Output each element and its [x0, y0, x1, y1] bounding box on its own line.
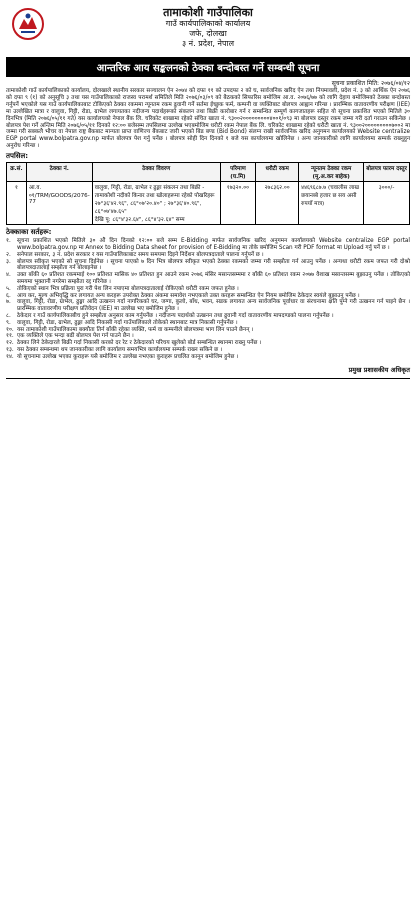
- publish-date: सूचना प्रकाशित मिति: २०७६/०४/१२: [331, 80, 410, 87]
- term-text: एक व्यक्तिले एक भन्दा बढी बोलपत्र पेश गर्न पाउने छैन ।: [17, 333, 134, 340]
- term-number: ७.: [6, 299, 11, 306]
- term-text: बोलपत्र स्वीकृत भएको सो सूचना दिईनेछ । सूचना पाएको ७ दिन भित्र बोलपत्र स्वीकृत भएको ठेक्का रकमको जम्मा गरी सम्झौता गर्न आउनु पर्नेछ । अन्यथा धरौटी रकम जफत गरी दोश्रो बोलपत्रदातालाई सम्झौता गर्न बोलाइनेछ ।: [17, 258, 410, 272]
- contract-table: [6, 162, 410, 225]
- term-number: ९.: [6, 319, 11, 326]
- term-text: यस ठेक्का सम्बन्धमा थप जानकारीका लागि कार्यालय समयभित्र कार्यालयमा सम्पर्क राख्न सकिने छ ।: [17, 346, 223, 353]
- cell-sn: १: [7, 182, 27, 225]
- intro-paragraph: तामाकोशी गाउँ कार्यपालिकाको कार्यालय, दोलखाले स्थानीय सरकार सञ्चालन ऐन २०७४ को दफा ११ को उपदफा २ को घ, सार्वजनिक खरिद ऐन तथा नियमावली, प्रदेश नं. ३ को आर्थिक ऐन २०७६ को दफा ९ (१) को अनुसूचि ३ तथा यस गाउँपालिकाको राजस्व परामर्श समितिले मिति २०७६/०३/०९ को बैठकको सिफारिस बमोजिम आ.व. २०७६/७७ को लागि देहाय बमोजिमको ठेक्का बन्दोबस्त गर्नुपर्ने भएकोले यस गाउँ कार्यपालिकाबाट टोकिएको ठेक्का रकममा न्यूनतम रकम ढुवानी गर्ने सर्तमा ईच्छुक फर्म, कम्पनी वा व्यक्तिबाट बोलपत्र आह्वान गरिन्छ । प्रारम्भिक वातावरणीय परीक्षण (IEE) मा उल्लेखित मात्रा र वालुवा, गिट्टी, रोडा, ग्राभेल लगायतका नदीजन्य पदार्थहरूको संकलन तथा बिक्री कारोबार गर्न र सम्बन्धित सम्पूर्ण कागजातहरू सहित यो सूचना प्रकाशित भएको मितिले ३० दिनभित्र (मिति २०७६/०५/११ गते) यस कार्यालयको नेपाल बैंक लि. चरिकोट शाखामा रहेको संचित खाता नं. ९३००२०००००००००४००१/०९३ मा बोलपत्र दस्तुर रकम जम्मा गरी दर्ता गराउन सकिनेछ । बोलपत्र पेश गर्ने अन्तिम मिति २०७६/०५/११ दिनको १२:०० बजेसम्म तपसिलमा उल्लेख भएबमोजिम धरौटी रकम नेपाल बैंक लि. चरिकोट शाखामा रहेको धरौटी खाता नं. ९३००२०००००००००७००२ मा जम्मा गरी सक्कलै भौचर वा नेपाल राष्ट्र बैंकबाट मान्यता प्राप्त वाणिज्य बैंकबाट जारी भएको बिड बण्ड (Bid Bond) संलग्न राखी सार्वजनिक खरिद अनुगमन कार्यालयको Website centralize EGP portal www.bolpatra.gov.np मार्फत बोलपत्र पेश गर्नु पर्नेछ । बोलपत्र सोही दिन दिनको १ बजे यस कार्यालयमा खोलिनेछ । अन्य जानकारीको लागि कार्यालयमा सम्पर्क राख्नुहुन अनुरोध गरिन्छ ।: [6, 88, 410, 150]
- term-item: [6, 340, 410, 347]
- term-number: ६.: [6, 292, 11, 299]
- term-number: १.: [6, 238, 11, 245]
- term-item: [6, 313, 410, 320]
- term-text: उक्त बाँकी ६० प्रतिशत रकममाई १०० प्रतिशत मासिक ४० प्रतिशत हुन आउने रकम २०७६ मंसिर मसान्तसम्ममा र बाँकी ६० प्रतिशत रकम २०७७ वैशाख मसान्तसम्म बुझाउनु पर्नेछ । तोकिएको समयमा भुक्तानी नगरेमा सम्झौता रद्द गरिनेछ ।: [17, 272, 410, 285]
- col-form-fee: बोलपत्र फारम दस्तुर: [364, 163, 410, 182]
- term-item: [6, 238, 410, 252]
- table-row: [7, 182, 410, 225]
- term-text: वालुवा, गिट्टी, रोडा, ग्राभेल, ढुङ्गा आदि उत्खनन गर्दा नागरिकको घर, जग्गा, कुलो, बाँध, भवन, सडक लगायत अन्य सार्वजनिक पूर्वाधार वा संरचनामा क्षति पुग्ने गरी उत्खनन गर्न पाइने छैन । प्रारम्भिक वातावरणीय परीक्षण प्रतिवेदन (IEE) मा उल्लेख भए बमोजिम हुनेछ ।: [17, 299, 410, 313]
- term-item: [6, 299, 410, 313]
- col-deposit: धरौटी रकम: [256, 163, 299, 182]
- term-number: ४.: [6, 272, 11, 279]
- cell-quantity: १७३२०.००: [220, 182, 255, 225]
- term-item: [6, 286, 410, 293]
- government-emblem-icon: [10, 7, 46, 41]
- description-text: वालुवा, गिट्टी, रोडा, ग्राभेल र ढुङ्गा संकलन तथा बिक्री - तामाकोशी नदीको किनार तथा खोलाहरूमा रहेको पोखरिहरू: [94, 185, 215, 200]
- term-item: [6, 320, 410, 327]
- table-header-row: [7, 163, 410, 182]
- term-number: ५.: [6, 285, 11, 292]
- org-name: तामाकोशी गाउँपालिका: [163, 6, 253, 19]
- col-contract-no: ठेक्का नं.: [26, 163, 92, 182]
- term-item: [6, 259, 410, 273]
- letterhead: [6, 6, 410, 54]
- table-caption: तपसिल:: [6, 152, 29, 161]
- terms-title: ठेक्काका सर्तहरू:: [6, 228, 52, 237]
- coordinates-text: २७°३६'४२.९६", ८६°०७'२०.४०" ; २७°३६'४०.९६", ८६°०७'४७.६५": [94, 201, 202, 216]
- term-text: आय कर, मूल्य अभिवृद्धि कर लगायत अन्य करहरू उपरोक्त ठेक्का अंकमा समावेश नभएकाले उक्त करहरू सम्बन्धित ऐन नियम बमोजिम ठेकेदार स्वयंले बुझाउनु पर्नेछ ।: [17, 292, 360, 299]
- col-description: ठेक्का विवरण: [92, 163, 220, 182]
- term-number: ३.: [6, 258, 11, 265]
- term-item: [6, 272, 410, 286]
- term-number: १३.: [6, 346, 14, 353]
- cell-deposit: २७८३६२.००: [256, 182, 299, 225]
- footer-divider: [6, 378, 410, 379]
- term-number: १०.: [6, 326, 14, 333]
- term-text: यस तामाकोशी गाउँपालिकामा बक्यौता तिर्न बाँकी रहेका व्यक्ति, फर्म वा कम्पनीले बोलपत्रमा भाग लिन पाउने छैनन् ।: [17, 326, 254, 333]
- term-text: वालुवा, गिट्टी, रोडा, ग्राभेल, ढुङ्गा आदि निकासी गर्दा गाउँपालिकाले तोकेको स्थानबाट मात्र निकासी गर्नुपर्नेछ ।: [17, 319, 238, 326]
- term-text: ठेकेदार र गाउँ कार्यपालिकाबीच हुने सम्झौता अनुसार काम गर्नुपर्नेछ । नदीजन्य पदार्थको उत्खनन तथा ढुवानी गर्दा वातावरणीय मापदण्डको पालना गर्नुपर्नेछ ।: [17, 312, 334, 319]
- province: ३ नं. प्रदेश, नेपाल: [181, 39, 235, 48]
- term-text: यो सूचनामा उल्लेख भएका कुराहरू यसै बमोजिम र उल्लेख नभएका कुराहरू प्रचलित कानून बमोजिम हुनेछ ।: [17, 353, 239, 360]
- office-place: जफे, दोलखा: [189, 29, 227, 38]
- terms-list: [6, 238, 410, 360]
- cell-form-fee: ३०००/-: [364, 182, 410, 225]
- term-number: १४.: [6, 353, 14, 360]
- term-item: [6, 347, 410, 354]
- term-item: [6, 354, 410, 361]
- cell-contract-no: आ.व. ०१/TRM/GOODS/2076-77: [26, 182, 92, 225]
- term-number: ८.: [6, 312, 11, 319]
- cell-description: [92, 182, 220, 225]
- term-number: ११.: [6, 333, 14, 340]
- term-text: तोकिएको स्थान भित्र प्रक्रिया पुरा गरी पेश लिन नपाएमा बोलपत्रदातालाई रोकिएको धरौटी रकम जफत हुनेछ ।: [17, 285, 239, 292]
- col-sn: क्र.सं.: [7, 163, 27, 182]
- signoff: प्रमुख प्रशासकीय अधिकृत: [348, 365, 410, 374]
- term-text: ठेक्का लिने ठेकेदारले बिक्री गर्दा निकासी करको दर रेट र ठेकेदारको परिचय खुलेको बोर्ड सम्बन्धित स्थानमा राख्नु पर्नेछ ।: [17, 340, 262, 347]
- col-quantity: परिमाण (घ.मि): [220, 163, 255, 182]
- cell-min-amount: ४४६९६८७.७ (चवालीस लाख छयानब्बे हजार छ सय असी रुपयाँ मात्र): [299, 182, 364, 225]
- office-name: गाउँ कार्यपालिकाको कार्यालय: [165, 19, 251, 28]
- notice-title: आन्तरिक आय सङ्कलनको ठेक्का बन्दोबस्त गर्ने सम्बन्धी सूचना: [6, 57, 410, 77]
- coordinates-range: देखि पू: ८६°४'३२.६४", ८६°४'३२.६४" सम्म: [94, 217, 185, 224]
- term-number: २.: [6, 251, 11, 258]
- term-item: [6, 252, 410, 259]
- notice-page: [6, 6, 410, 904]
- term-text: सूचना प्रकाशित भएको मितिले ३० औं दिन दिनको १२:०० बजे सम्म E-Bidding मार्फत सार्वजनिक खरिद अनुगमन कार्यालयको Website centralize EGP portal www.bolpatra.gov.np मा Annex to Bidding Data sheet for provision of E-Bidding मा तोके बमोजिम Scan गरी PDF format मा Upload गर्नु पर्ने छ ।: [17, 238, 410, 251]
- term-text: सनेपाल सरकार, ३ नं. प्रदेश सरकार र यस गाउँपालिकाबाट समय समयमा दिइने निर्देशन बोलपत्रदाताले पालना गर्नुपर्ने छ ।: [17, 251, 264, 258]
- col-min-amount: न्यूनतम ठेक्का रकम (मू.अ.कर बाहेक): [299, 163, 364, 182]
- term-number: १२.: [6, 340, 14, 347]
